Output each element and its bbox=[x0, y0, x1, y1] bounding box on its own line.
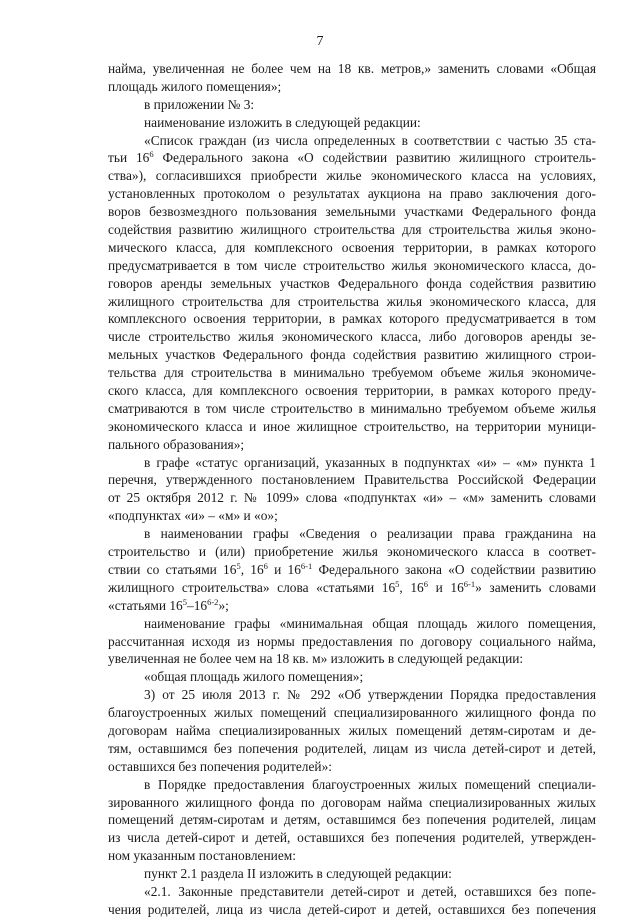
text-line: строительство и (или) приобретение жилья экономического класса в соответ- bbox=[108, 544, 596, 560]
text-line: наименование изложить в следующей редакции: bbox=[144, 114, 421, 130]
text-line: рассчитанная исходя из нормы предоставления по договору социального найма, bbox=[108, 633, 596, 649]
text-line: мического класса, для комплексного освоения территории, в рамках которого bbox=[108, 239, 596, 255]
text-line: «статьями $16^5-16^{6-2}$»; bbox=[108, 596, 229, 613]
text-line: в графе «статус организаций, указанных в подпунктах «и» – «м» пункта 1 bbox=[144, 454, 596, 470]
text-line: «Список граждан (из числа определенных в соответствии с частью 35 ста- bbox=[144, 132, 596, 148]
document-body bbox=[108, 60, 596, 919]
text-line: сматриваются в том числе строительство в минимально требуемом объеме жилья bbox=[108, 400, 596, 416]
text-line: тям, оставшимся без попечения родителей, лицам из числа детей-сирот и детей, bbox=[108, 740, 596, 756]
text-line: воров безвозмездного пользования земельными участками Федерального фонда bbox=[108, 204, 596, 220]
text-line: ном указанным постановлением: bbox=[108, 848, 296, 864]
text-line: от 25 октября 2012 г. № 1099» слова «подпунктах «и» – «м» заменить словами bbox=[108, 490, 596, 506]
text-line: тельства для строительства в минимально требуемом объеме жилья экономиче- bbox=[108, 365, 596, 381]
text-line: пального образования»; bbox=[108, 436, 245, 452]
text-line: ского класса, для комплексного освоения территории, в рамках которого преду- bbox=[108, 383, 596, 399]
text-line: пункт 2.1 раздела II изложить в следующей редакции: bbox=[144, 866, 452, 882]
text-line: из числа детей-сирот и детей, оставшихся без попечения родителей, утвержден- bbox=[108, 830, 596, 846]
text-line: содействия развитию жилищного строительства для строительства жилья эконо- bbox=[108, 222, 596, 238]
text-line: жилищного строительства для строительства жилья экономического класса, для bbox=[108, 293, 596, 309]
text-line: «общая площадь жилого помещения»; bbox=[144, 669, 364, 685]
text-line: площадь жилого помещения»; bbox=[108, 78, 282, 94]
text-line: оставшихся без попечения родителей»: bbox=[108, 758, 333, 774]
text-line: ствии со статьями $16^5$, $16^6$ и 16$^{6-1}$ Федерального закона «О содействии развитию bbox=[108, 560, 596, 577]
text-line: благоустроенных жилых помещений специализированного жилищного фонда по bbox=[108, 705, 596, 721]
text-line: чения родителей, лица из числа детей-сирот и детей, оставшихся без попечения bbox=[108, 901, 596, 917]
text-line: в наименовании графы «Сведения о реализации права гражданина на bbox=[144, 526, 596, 542]
text-line: увеличенная не более чем на 18 кв. м» изложить в следующей редакции: bbox=[108, 651, 524, 667]
text-line: говоров аренды земельных участков Федерального фонда содействия развитию bbox=[108, 275, 596, 291]
text-line: «подпунктах «и» – «м» и «о»; bbox=[108, 508, 278, 524]
text-line: в приложении № 3: bbox=[144, 96, 255, 112]
text-line: числе строительство жилья экономического класса, либо договоров аренды зе- bbox=[108, 329, 596, 345]
text-line: зированного жилищного фонда по договорам найма специализированных жилых bbox=[108, 794, 596, 810]
text-line: мельных участков Федерального фонда содействия развитию жилищного строи- bbox=[108, 347, 596, 363]
text-line: помещений детям-сиротам и детям, оставшимся без попечения родителей, лицам bbox=[108, 812, 596, 828]
text-line: наименование графы «минимальная общая площадь жилого помещения, bbox=[144, 615, 596, 631]
text-line: 3) от 25 июля 2013 г. № 292 «Об утверждении Порядка предоставления bbox=[144, 687, 596, 703]
text-line: «2.1. Законные представители детей-сирот и детей, оставшихся без попе- bbox=[144, 883, 596, 899]
page-number: 7 bbox=[316, 34, 324, 49]
text-line: экономического класса и иное жилищное строительство, на территории муници- bbox=[108, 418, 596, 434]
text-line: жилищного строительства» слова «статьями $16^5$, $16^6$ и 16$^{6-1}$» заменить словами bbox=[108, 578, 596, 595]
text-line: ства»), согласившихся приобрести жилье экономического класса на условиях, bbox=[108, 168, 596, 184]
text-line: комплексного освоения территории, в рамках которого предусматривается в том bbox=[108, 311, 596, 327]
text-line: перечня, утвержденного постановлением Правительства Российской Федерации bbox=[108, 472, 596, 488]
text-line: найма, увеличенная не более чем на 18 кв. метров,» заменить словами «Общая bbox=[108, 61, 596, 76]
text-line: тьи $16^6$ Федерального закона «О содействии развитию жилищного строитель- bbox=[108, 149, 596, 166]
text-line: договорам найма специализированных жилых помещений детям-сиротам и де- bbox=[108, 722, 596, 738]
text-line: предусматривается в том числе строительство жилья экономического класса, до- bbox=[108, 257, 596, 273]
text-line: в Порядке предоставления благоустроенных жилых помещений специали- bbox=[144, 776, 596, 792]
text-line: установленных протоколом о результатах аукциона на право заключения дого- bbox=[108, 186, 596, 202]
